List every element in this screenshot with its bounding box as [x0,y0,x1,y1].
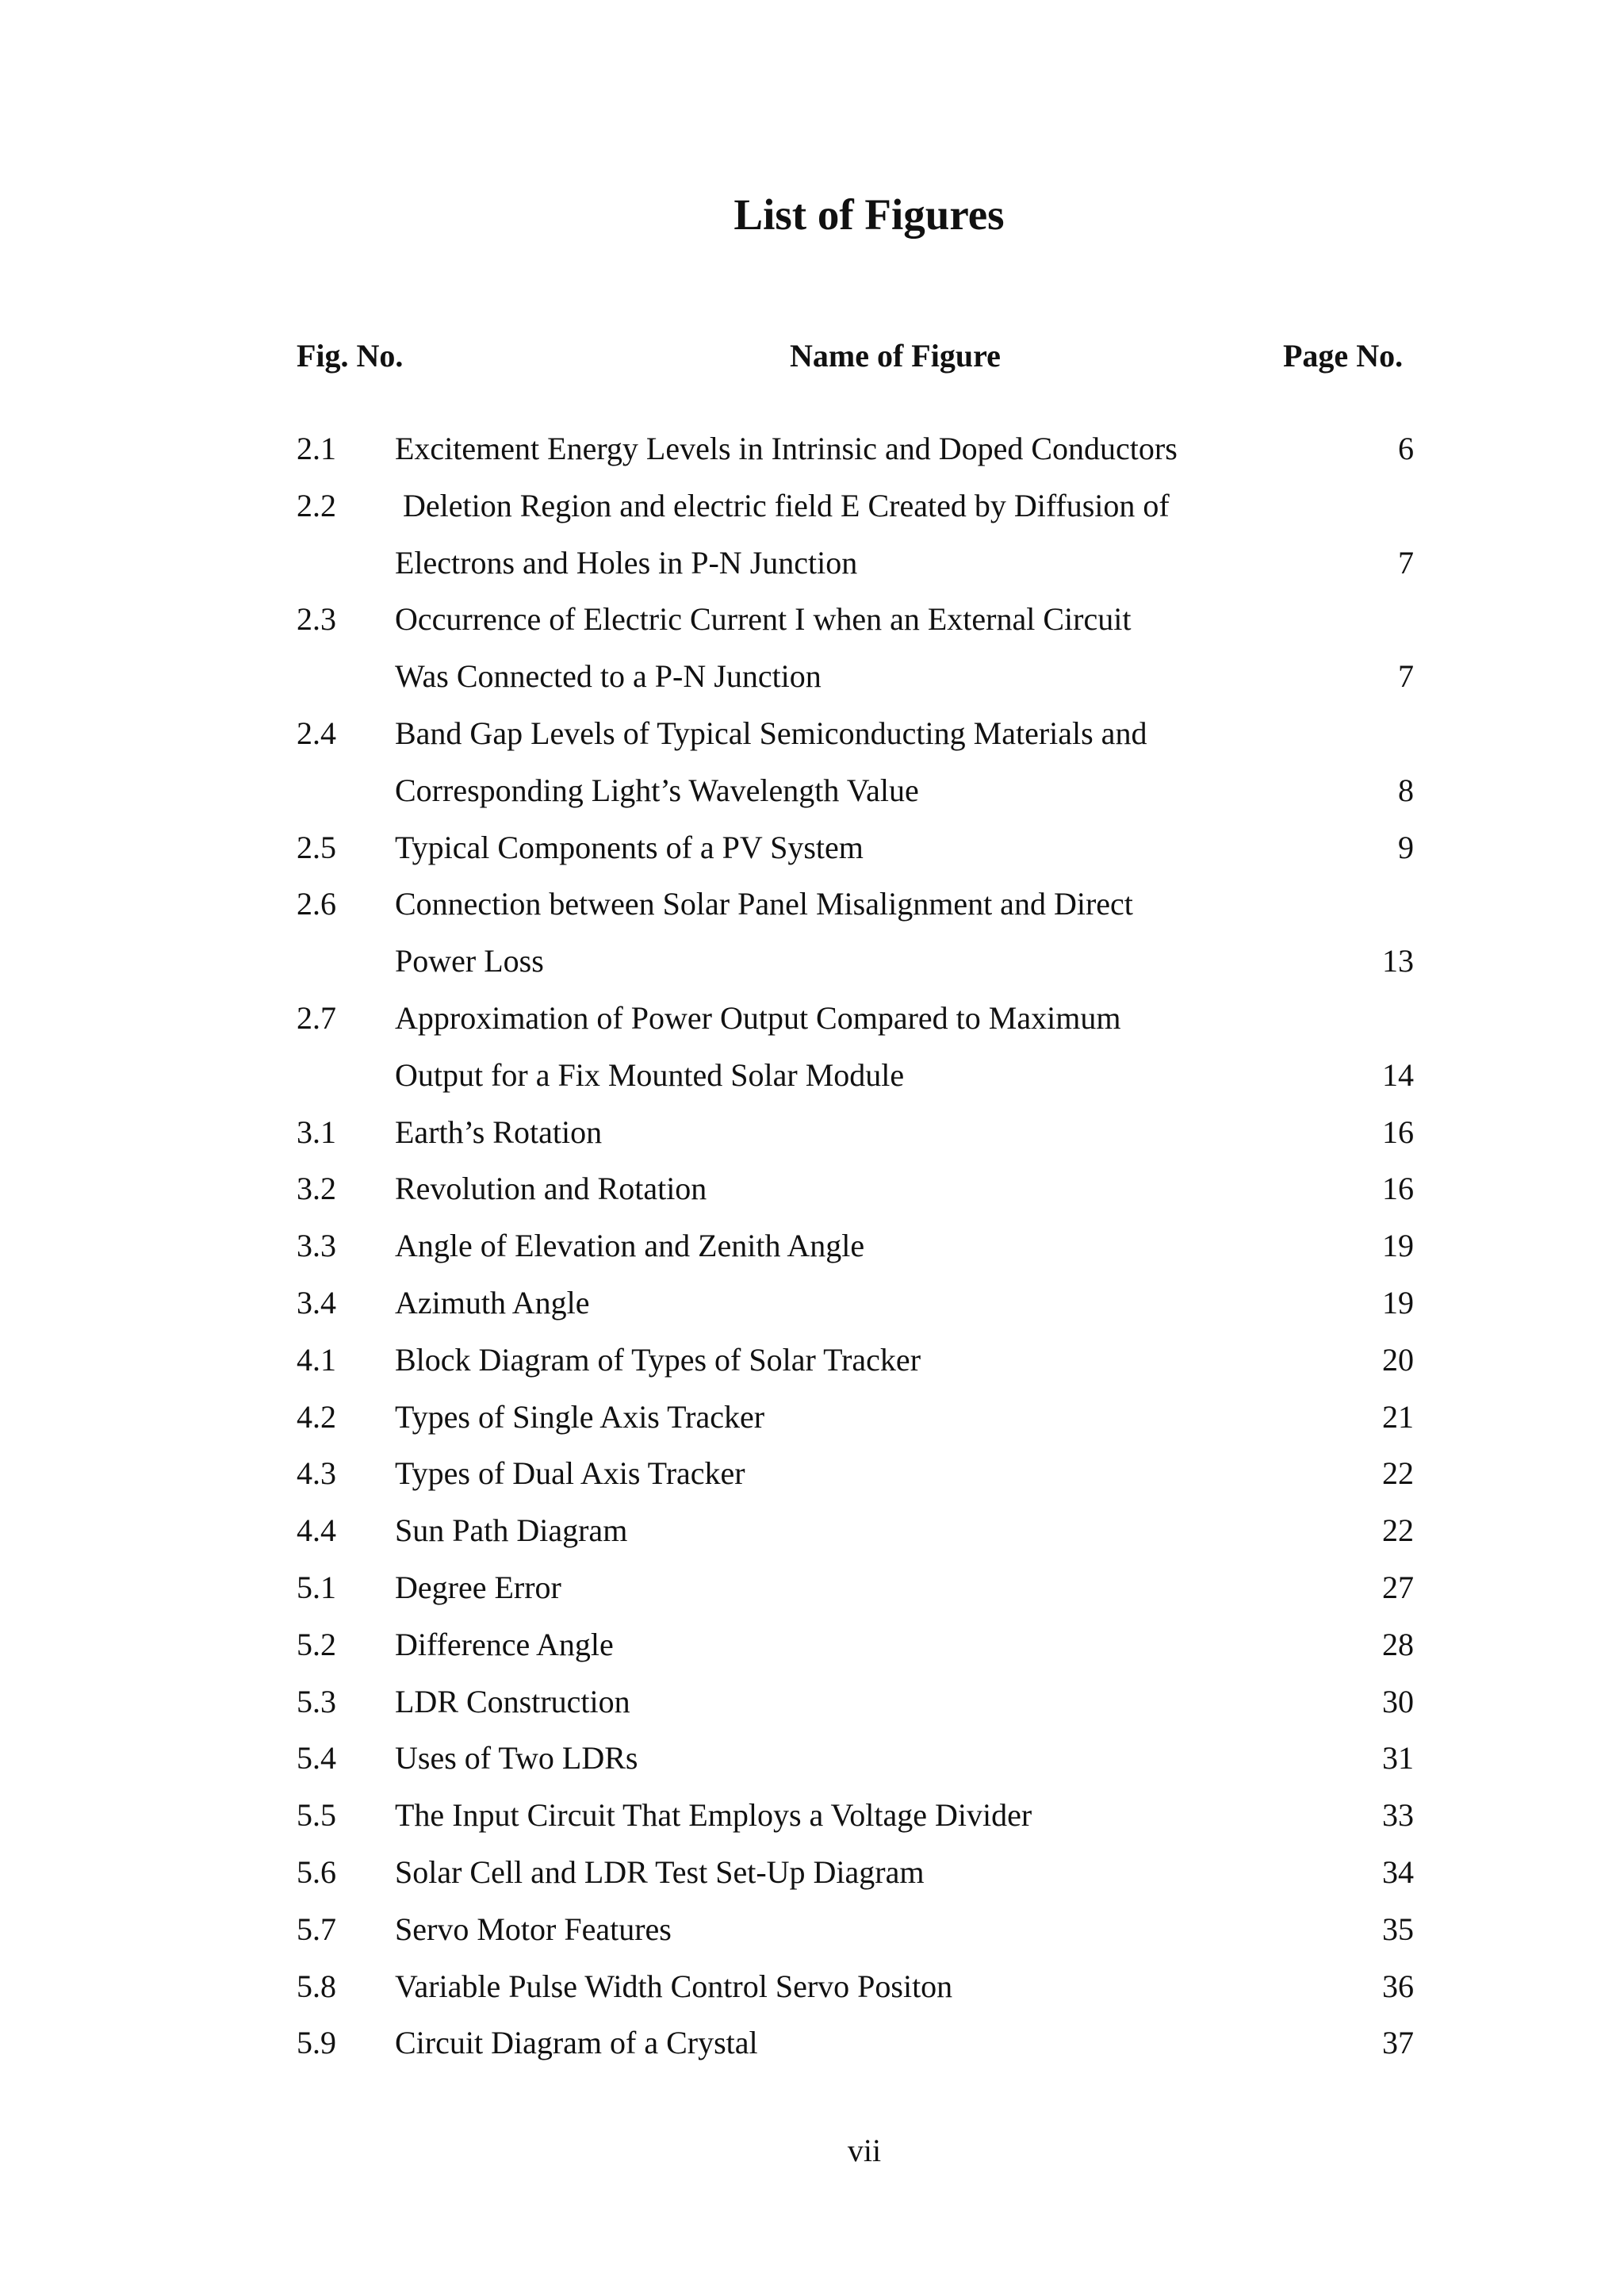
list-item [0,705,1624,762]
list-item [0,1673,1624,1731]
list-item [0,1217,1624,1274]
figure-number: 5.6 [297,1853,336,1890]
figure-number: 3.1 [297,1114,336,1150]
figure-name: Types of Dual Axis Tracker [395,1455,745,1492]
figure-name: Power Loss [395,943,544,979]
figure-name: Connection between Solar Panel Misalignment and Direct [395,886,1133,922]
figure-name: Revolution and Rotation [395,1171,707,1207]
list-item [0,1787,1624,1844]
list-item [0,1274,1624,1332]
figure-name: Difference Angle [395,1626,614,1662]
figure-page-number: 6 [1398,431,1414,466]
figure-list [0,420,1624,2072]
figure-name: Sun Path Diagram [395,1512,628,1549]
figure-page-number: 8 [1398,772,1414,808]
list-item [0,1104,1624,1161]
figure-page-number: 22 [1382,1512,1414,1549]
column-headers [0,337,1624,385]
figure-number: 2.2 [297,487,336,523]
figure-name: Output for a Fix Mounted Solar Module [395,1056,905,1093]
list-item [0,1559,1624,1616]
list-item [0,2014,1624,2072]
figure-page-number: 16 [1382,1171,1414,1207]
figure-number: 5.3 [297,1683,336,1719]
figure-number: 3.2 [297,1171,336,1207]
figure-page-number: 20 [1382,1341,1414,1378]
figure-name: Was Connected to a P-N Junction [395,658,822,695]
figure-page-number: 19 [1382,1284,1414,1320]
list-item [0,1844,1624,1901]
figure-number: 5.9 [297,2025,336,2061]
figure-number: 5.5 [297,1797,336,1834]
figure-name: Band Gap Levels of Typical Semiconducting Materials and [395,715,1147,751]
figure-name: Degree Error [395,1569,561,1605]
list-item [0,1160,1624,1217]
header-page-no: Page No. [1283,338,1404,374]
list-item [0,1730,1624,1787]
figure-number: 2.4 [297,715,336,751]
list-item [0,1332,1624,1389]
figure-page-number: 7 [1398,658,1414,695]
figure-number: 5.2 [297,1626,336,1662]
figure-name: Typical Components of a PV System [395,829,864,865]
figure-name: Angle of Elevation and Zenith Angle [395,1228,865,1264]
list-item [0,1445,1624,1502]
page-number: vii [847,2133,882,2168]
figure-number: 2.1 [297,431,336,466]
figure-page-number: 31 [1382,1740,1414,1777]
figure-page-number: 7 [1398,544,1414,581]
figure-page-number: 33 [1382,1797,1414,1834]
figure-page-number: 9 [1398,829,1414,865]
figure-name: Earth’s Rotation [395,1114,603,1150]
figure-number: 3.3 [297,1228,336,1264]
list-item [0,876,1624,933]
figure-number: 4.2 [297,1398,336,1435]
figure-number: 5.7 [297,1911,336,1947]
figure-page-number: 34 [1382,1853,1414,1890]
list-item [0,591,1624,648]
list-item [0,477,1624,535]
figure-name: Block Diagram of Types of Solar Tracker [395,1341,921,1378]
figure-name: Types of Single Axis Tracker [395,1398,765,1435]
list-item [0,1616,1624,1673]
figure-name: Circuit Diagram of a Crystal [395,2025,758,2061]
figure-number: 4.1 [297,1341,336,1378]
list-item [0,762,1624,819]
figure-page-number: 36 [1382,1968,1414,2004]
figure-name: Approximation of Power Output Compared to Maximum [395,999,1121,1036]
figure-name: Solar Cell and LDR Test Set-Up Diagram [395,1853,925,1890]
figure-number: 2.6 [297,886,336,922]
list-item [0,1502,1624,1559]
figure-number: 5.1 [297,1569,336,1605]
figure-page-number: 28 [1382,1626,1414,1662]
list-item [0,1047,1624,1104]
figure-name: The Input Circuit That Employs a Voltage Divider [395,1797,1032,1834]
figure-page-number: 21 [1382,1398,1414,1435]
list-item [0,1389,1624,1446]
figure-number: 2.3 [297,601,336,638]
figure-page-number: 13 [1382,943,1414,979]
list-item [0,1958,1624,2015]
figure-name: Electrons and Holes in P-N Junction [395,544,858,581]
figure-number: 2.5 [297,829,336,865]
figure-number: 5.4 [297,1740,336,1777]
figure-number: 2.7 [297,999,336,1036]
list-item [0,1901,1624,1958]
figure-page-number: 22 [1382,1455,1414,1492]
list-item [0,933,1624,990]
header-name-of-figure: Name of Figure [790,338,1001,374]
figure-number: 5.8 [297,1968,336,2004]
header-fig-no: Fig. No. [297,338,404,374]
list-item [0,648,1624,705]
figure-number: 4.4 [297,1512,336,1549]
figure-number: 3.4 [297,1284,336,1320]
figure-name: LDR Construction [395,1683,630,1719]
figure-page-number: 30 [1382,1683,1414,1719]
figure-name: Azimuth Angle [395,1284,590,1320]
list-item [0,819,1624,876]
figure-page-number: 14 [1382,1056,1414,1093]
figure-name: Excitement Energy Levels in Intrinsic and Doped Conductors [395,431,1178,466]
figure-page-number: 27 [1382,1569,1414,1605]
figure-page-number: 19 [1382,1228,1414,1264]
page-title: List of Figures [733,190,1005,239]
figure-page-number: 37 [1382,2025,1414,2061]
list-item [0,990,1624,1047]
figure-page-number: 35 [1382,1911,1414,1947]
figure-name: Uses of Two LDRs [395,1740,638,1777]
figure-name: Variable Pulse Width Control Servo Positon [395,1968,953,2004]
figure-name: Corresponding Light’s Wavelength Value [395,772,919,808]
figure-number: 4.3 [297,1455,336,1492]
figure-name: Servo Motor Features [395,1911,672,1947]
figure-name: Deletion Region and electric field E Created by Diffusion of [403,487,1170,523]
list-item [0,535,1624,592]
figure-page-number: 16 [1382,1114,1414,1150]
list-item [0,420,1624,477]
figure-name: Occurrence of Electric Current I when an External Circuit [395,601,1132,638]
